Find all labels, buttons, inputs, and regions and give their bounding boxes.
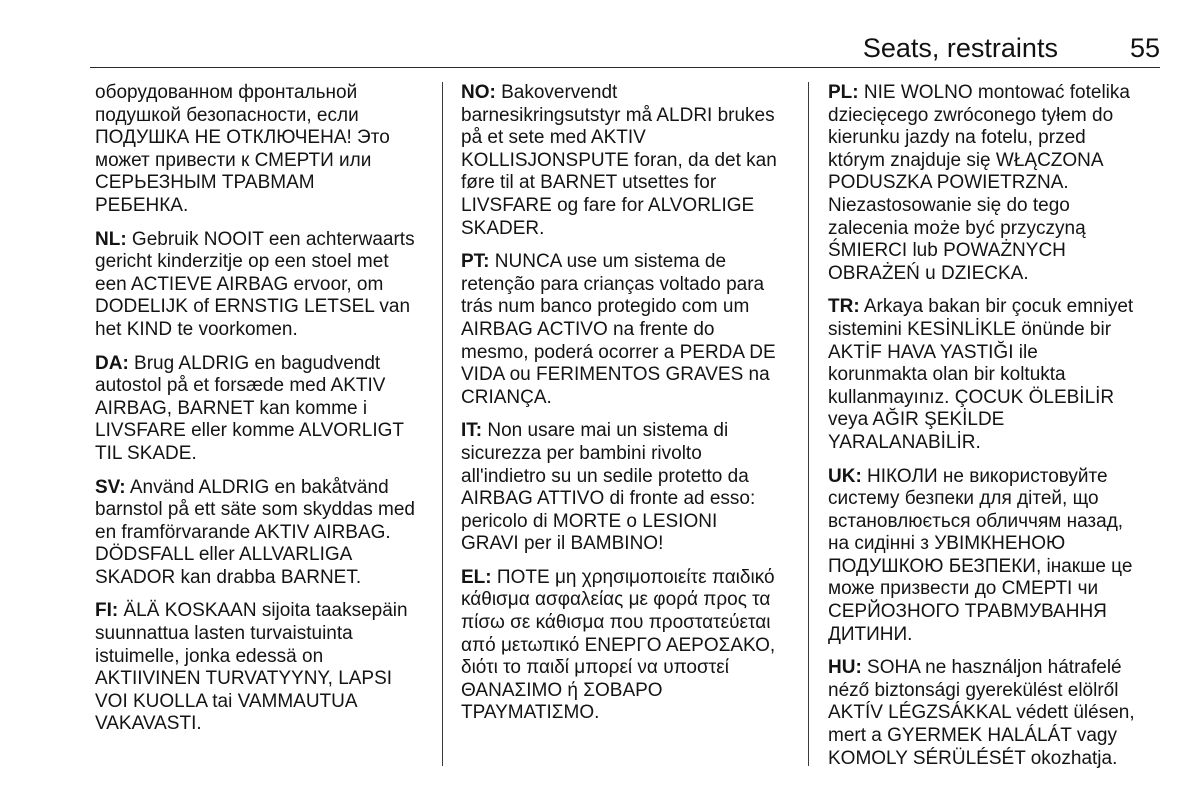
- warning-paragraph-da: DA: Brug ALDRIG en bagudvendt autostol på et forsæde med AKTIV AIRBAG, BARNET kan komme i LIVSFARE eller komme ALVORLIGT TIL SKADE.: [95, 352, 405, 464]
- warning-paragraph-pl: PL: NIE WOLNO montować fotelika dziecięcego zwróconego tyłem do kierunku jazdy na fotelu, przed którym znajduje się WŁĄCZONA PODUSZKA POWIETRZNA. Niezastosowanie się do tego zalecenia może być przyczyną ŚMIERCI lub POWAŻNYCH OBRAŻEŃ u DZIECKA.: [828, 82, 1130, 284]
- warning-paragraph-uk: UK: НІКОЛИ не використовуйте систему безпеки для дітей, що встановлюється обличчям назад, на сидінні з УВІМКНЕНОЮ ПОДУШКОЮ БЕЗПЕКИ, інакше це може призвести до СМЕРТІ чи СЕРЙОЗНОГО ТРАВМУВАННЯ ДИТИНИ.: [828, 465, 1133, 645]
- text-column-1: [95, 82, 431, 747]
- warning-paragraph-no: NO: Bakovervendt barnesikringsutstyr må ALDRI brukes på et sete med AKTIV KOLLISJONSPUTE foran, da det kan føre til at BARNET utsettes for LIVSFARE og fare for ALVORLIGE SKADER.: [461, 82, 777, 239]
- warning-paragraph-fi: FI: ÄLÄ KOSKAAN sijoita taaksepäin suunnattua lasten turvaistuinta istuimelle, jonka edessä on AKTIIVINEN TURVATYYNY, LAPSI VOI KUOLLA tai VAMMAUTUA VAKAVASTI.: [95, 600, 408, 735]
- language-code: PL:: [828, 82, 859, 103]
- warning-paragraph-tr: TR: Arkaya bakan bir çocuk emniyet sistemini KESİNLİKLE önünde bir AKTİF HAVA YASTIĞI ile korunmakta olan bir koltukta kullanmayınız. ÇOCUK ÖLEBİLİR veya AĞIR ŞEKİLDE YARALANABİLİR.: [828, 296, 1134, 453]
- language-code: PT:: [461, 251, 490, 273]
- warning-paragraph-it: IT: Non usare mai un sistema di sicurezza per bambini rivolto all'indietro su un sedile protetto da AIRBAG ATTIVO di fronte ad esso: pericolo di MORTE o LESIONI GRAVI per il BAMBINO!: [461, 420, 756, 555]
- language-code: SV:: [95, 476, 126, 498]
- warning-paragraph-pt: PT: NUNCA use um sistema de retenção para crianças voltado para trás num banco protegido com um AIRBAG ACTIVO na frente do mesmo, poderá ocorrer a PERDA DE VIDA ou FERIMENTOS GRAVES na CRIANÇA.: [461, 251, 776, 408]
- language-code: NL:: [95, 228, 127, 250]
- language-code: IT:: [461, 420, 483, 442]
- language-code: NO:: [461, 82, 496, 103]
- warning-paragraph-nl: NL: Gebruik NOOIT een achterwaarts gericht kinderzitje op een stoel met een ACTIEVE AIRBAG ervoor, om DODELIJK of ERNSTIG LETSEL van het KIND te voorkomen.: [95, 228, 415, 340]
- language-code: DA:: [95, 352, 129, 374]
- warning-paragraph-el: EL: ΠΟΤΕ μη χρησιμοποιείτε παιδικό κάθισμα ασφαλείας με φορά προς τα πίσω σε κάθισμα που προστατεύεται από μετωπικό ΕΝΕΡΓΟ ΑΕΡΟΣΑΚΟ, διότι το παιδί μπορεί να υποστεί ΘΑΝΑΣΙΜΟ ή ΣΟΒΑΡΟ ΤΡΑΥΜΑΤΙΣΜΟ.: [461, 566, 776, 724]
- page-header: [863, 30, 1160, 66]
- column-divider-1: [442, 82, 443, 766]
- header-divider: [90, 67, 1160, 68]
- warning-paragraph-hu: HU: SOHA ne használjon hátrafelé néző biztonsági gyerekülést elölről AKTÍV LÉGZSÁKKAL védett ülésen, mert a GYERMEK HALÁLÁT vagy KOMOLY SÉRÜLÉSÉT okozhatja.: [828, 657, 1135, 769]
- column-divider-2: [808, 82, 809, 766]
- warning-paragraph-sv: SV: Använd ALDRIG en bakåtvänd barnstol på ett säte som skyddas med en framförvarande AKTIV AIRBAG. DÖDSFALL eller ALLVARLIGA SKADOR kan drabba BARNET.: [95, 476, 415, 588]
- section-title: Seats, restraints: [862, 33, 1058, 63]
- language-code: UK:: [828, 465, 862, 487]
- text-column-3: [828, 82, 1164, 781]
- page-number: 55: [1129, 33, 1160, 63]
- language-code: FI:: [95, 600, 119, 622]
- text-column-2: [461, 82, 797, 736]
- language-code: EL:: [461, 566, 492, 588]
- language-code: HU:: [828, 657, 862, 679]
- language-code: TR:: [828, 296, 860, 318]
- warning-paragraph-ru: оборудованном фронтальной подушкой безопасности, если ПОДУШКА НЕ ОТКЛЮЧЕНА! Это может привести к СМЕРТИ или СЕРЬЕЗНЫМ ТРАВМАМ РЕБЕНКА.: [95, 82, 390, 216]
